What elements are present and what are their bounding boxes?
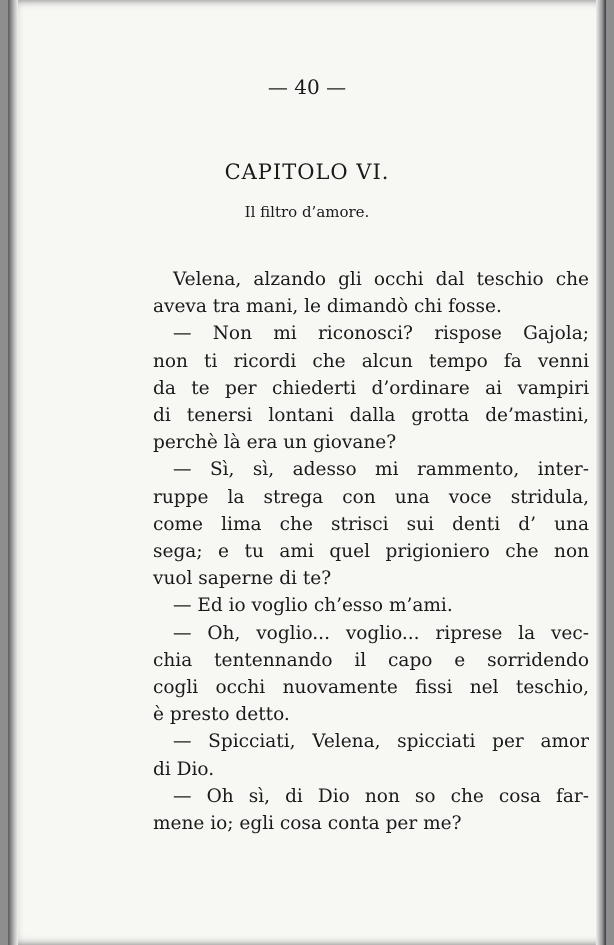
chapter-subtitle: Il filtro d’amore.: [244, 203, 370, 221]
text-line: perchè là era un giovane?: [153, 432, 397, 454]
text-line: è presto detto.: [153, 704, 290, 726]
text-line: chia tentennando il capo e sorridendo: [153, 649, 589, 671]
text-line: mene io; egli cosa conta per me?: [153, 813, 462, 835]
text-line: sega; e tu ami quel prigioniero che non: [153, 541, 589, 563]
text-line: ruppe la strega con una voce stridula,: [153, 486, 589, 508]
body-text: [153, 266, 589, 837]
text-line: vuol saperne di te?: [153, 568, 332, 590]
text-line: — Oh, voglio... voglio... riprese la vec-: [173, 622, 589, 644]
text-line: — Non mi riconosci? rispose Gajola;: [173, 323, 589, 345]
page-number: — 40 —: [267, 75, 347, 99]
text-line: di tenersi lontani dalla grotta de’mastini,: [153, 405, 589, 427]
text-line: non ti ricordi che alcun tempo fa venni: [153, 350, 589, 372]
text-line: — Oh sì, di Dio non so che cosa far-: [173, 785, 589, 807]
text-line: Velena, alzando gli occhi dal teschio che: [173, 269, 589, 290]
text-line: aveva tra mani, le dimandò chi fosse.: [153, 296, 502, 318]
text-line: da te per chiederti d’ordinare ai vampiri: [153, 377, 589, 399]
text-line: cogli occhi nuovamente fissi nel teschio,: [153, 677, 589, 699]
text-line: — Spicciati, Velena, spicciati per amor: [173, 731, 589, 753]
page-right-shadow: [596, 0, 606, 945]
text-line: come lima che strisci sui denti d’ una: [153, 513, 589, 535]
text-line: — Ed io voglio ch’esso m’ami.: [173, 595, 453, 617]
book-page: [8, 0, 606, 945]
text-line: — Sì, sì, adesso mi rammento, inter-: [173, 459, 589, 481]
chapter-title: CAPITOLO VI.: [224, 160, 390, 184]
text-line: di Dio.: [153, 758, 215, 780]
page-left-shadow: [8, 0, 18, 945]
